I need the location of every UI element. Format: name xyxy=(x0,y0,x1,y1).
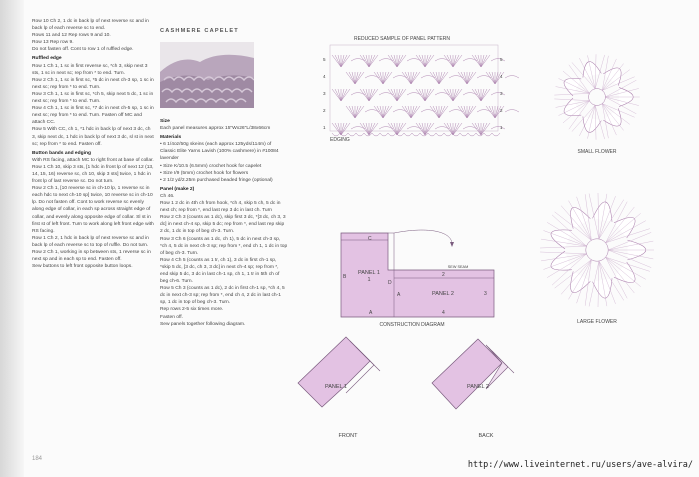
front-diagram xyxy=(298,337,380,439)
instruction-paragraph: Row 4 Ch 5 (counts as 1 tr, ch 1), 3 dc in first ch-1 sp, *skip 5 dc, [3 dc, ch 3, 3 dc] in next ch-4 sp; rep from *, end skip 5 dc, 3 dc in last ch-1 sp, ch 1, 1 tr in 5th ch of beg ch-6. Turn. xyxy=(160,257,280,285)
instruction-paragraph: Row 1 Ch 1, 1 sc in first reverse sc, *ch 3, skip next 3 sts, 1 sc in next sc; rep from * to end. Turn. xyxy=(32,63,148,76)
svg-text:3: 3 xyxy=(484,291,487,297)
row-number: 4 xyxy=(323,74,326,79)
svg-text:D: D xyxy=(388,280,392,286)
row-number: 3 xyxy=(323,91,326,96)
instruction-paragraph: Row 1 2 dc in 4th ch from hook, *ch 4, skip 5 ch, 5 dc in next ch; rep from *, end last rep 3 dc in last ch. Turn xyxy=(160,201,281,214)
row-number: 4 xyxy=(500,74,503,79)
row-number: 3 xyxy=(500,91,503,96)
section-heading: Size xyxy=(160,119,170,124)
instruction-paragraph: Fasten off. xyxy=(160,314,184,320)
instruction-paragraph: Row 2 Ch 1, [10 reverse sc in ch-10 lp, 1 reverse sc in each hdc to next ch-10 sp] twice, 10 reverse sc in ch-10 lp. Do not fasten off. Cont to work reverse sc evenly along edge of collar, in each sp across straight edge of collar, and evenly along opposite edge of collar. Sl st in first st of left front. Turn to work along left front edge with RS facing. xyxy=(32,186,154,234)
front-label: FRONT xyxy=(338,433,358,439)
sample-title: REDUCED SAMPLE OF PANEL PATTERN xyxy=(354,36,450,42)
section-heading: Panel (make 2) xyxy=(160,186,195,192)
instruction-paragraph: • 2 1/2 yd/2.25m purchased beaded fringe (optional) xyxy=(160,177,273,183)
instruction-paragraph: Row 2 Ch 3 (counts as 1 dc), skip first 3 dc, *[3 dc, ch 3, 3 dc] in next ch-4 sp, skip 5 dc; rep from *, end last rep skip 2 dc, 1 dc in top of beg ch-3. Turn. xyxy=(160,215,286,235)
instruction-paragraph: Rows 11 and 12 Rep rows 9 and 10. xyxy=(32,33,111,39)
instruction-paragraph: Row 5 With CC, ch 1, *1 hdc in back lp of next 3 dc, ch 3, skip next dc, 1 hdc in back lp of next 3 dc, sl st in next sc; rep from * to end. Fasten off. xyxy=(32,127,154,147)
instruction-paragraph: • 6 1/4oz/50g skeins (each approx 125yds/114m) of Classic Elite Yarns Lavish (100% cashmere) in #10084 lavender xyxy=(160,142,279,162)
instruction-paragraph: Row 3 Ch 1, 1 sc in first sc, *ch 5, skip next 5 dc, 1 sc in next sc; rep from * to end. Turn. xyxy=(32,91,154,105)
row-number: 1 xyxy=(500,125,503,130)
panel1-label: PANEL 1 xyxy=(357,270,381,276)
section-heading: Materials xyxy=(160,135,182,141)
section-heading: Ruffled edge xyxy=(32,56,62,62)
svg-text:4: 4 xyxy=(442,310,445,316)
instruction-paragraph: Row 2 Ch 1, 1 sc in first sc, *5 dc in next ch-3 sp, 1 sc in next sc; rep from * to end. Turn. xyxy=(32,77,154,90)
construction-title: CONSTRUCTION DIAGRAM xyxy=(379,322,445,328)
instruction-paragraph: Row 2 Ch 1, working in sp between sts, 1 reverse sc in next sp and in each sp to end. Fasten off. xyxy=(32,250,151,263)
back-label: BACK xyxy=(478,433,494,439)
instruction-paragraph: Do not fasten off. Cont to row 1 of ruffled edge. xyxy=(32,47,134,53)
svg-text:2: 2 xyxy=(442,272,445,278)
instruction-paragraph: Row 1 Ch 2, 1 hdc in back lp of next reverse sc and in back lp of each reverse sc to top of ruffle. Do not turn. xyxy=(32,235,149,248)
row-number: 2 xyxy=(500,108,503,113)
instruction-paragraph: Row 5 Ch 3 (counts as 1 dc), 2 dc in first ch-1 sp, *ch 4, 5 dc in next ch-3 sp; rep from *, end ch 4, 2 dc in last ch-1 sp, 1 dc in top of beg ch-3. Turn. xyxy=(160,286,285,306)
sew-seam-label: SEW SEAM xyxy=(447,265,469,269)
instruction-paragraph: Row 4 Ch 1, 1 sc in first sc, *7 dc in next ch-5 sp, 1 sc in next sc; rep from * to end. Turn. Fasten off MC and attach CC. xyxy=(32,106,154,126)
row-number: 5 xyxy=(500,57,503,62)
row-number: 2 xyxy=(323,108,326,113)
instruction-paragraph: Rep rows 2-5 six times more. xyxy=(160,307,224,313)
row-number: 5 xyxy=(323,57,326,62)
small-flower-label: SMALL FLOWER xyxy=(577,149,617,155)
back-diagram xyxy=(432,339,514,439)
page-number: 184 xyxy=(32,456,43,462)
instruction-paragraph: • Size K/10.5 (6.5mm) crochet hook for capelet xyxy=(160,163,262,169)
section-heading: Button bands and edging xyxy=(32,150,91,156)
instruction-paragraph: Row 1 Ch 10, skip 3 sts, [1 hdc in front lp of next 12 (13, 14, 15, 16) reverse sc, ch 10, skip 3 sts] twice, 1 hdc in front lp of last reverse sc. Do not turn. xyxy=(32,164,154,185)
row-number: 1 xyxy=(323,125,326,130)
instruction-paragraph: With RS facing, attach MC to right front at base of collar. xyxy=(32,157,154,163)
instruction-paragraph: Ch 46. xyxy=(160,193,175,199)
instruction-paragraph: Sew panels together following diagram. xyxy=(160,321,246,327)
pattern-title: CASHMERE CAPELET xyxy=(160,28,239,34)
construction-diagram xyxy=(341,230,494,328)
svg-text:A: A xyxy=(369,310,373,316)
large-flower-label: LARGE FLOWER xyxy=(577,319,617,325)
panel-pattern-chart xyxy=(330,45,519,136)
svg-text:A: A xyxy=(397,292,401,298)
instruction-paragraph: Row 10 Ch 2, 1 dc in back lp of next reverse sc and in back lp of each reverse sc to end. xyxy=(32,19,149,32)
watermark-url[interactable]: http://www.liveinternet.ru/users/ave-alvira/ xyxy=(467,460,693,470)
instruction-paragraph: Each panel measures approx 15"Wx26"L/38x66cm xyxy=(160,126,271,132)
instruction-paragraph: Sew buttons to left front opposite button loops. xyxy=(32,264,133,270)
instruction-paragraph: • Size I/9 (5mm) crochet hook for flowers xyxy=(160,170,249,176)
panel2-label: PANEL 2 xyxy=(431,291,455,297)
instruction-paragraph: Row 13 Rep row 9. xyxy=(32,40,74,46)
svg-text:B: B xyxy=(343,274,347,280)
instruction-paragraph: Row 3 Ch 6 (counts as 1 dc, ch 1), 5 dc in next ch-3 sp, *ch 4, 5 dc in next ch-3 sp; rep from *, end ch 1, 1 dc in top of beg ch-3. Turn. xyxy=(160,236,288,256)
small-flower-chart xyxy=(554,54,639,139)
svg-text:PANEL 2: PANEL 2 xyxy=(466,384,490,390)
row-numbers xyxy=(323,57,503,130)
svg-text:1: 1 xyxy=(367,277,371,283)
large-flower-chart xyxy=(540,193,654,307)
svg-text:C: C xyxy=(368,236,372,242)
svg-text:PANEL 1: PANEL 1 xyxy=(324,384,348,390)
edging-label: EDGING xyxy=(330,137,350,143)
